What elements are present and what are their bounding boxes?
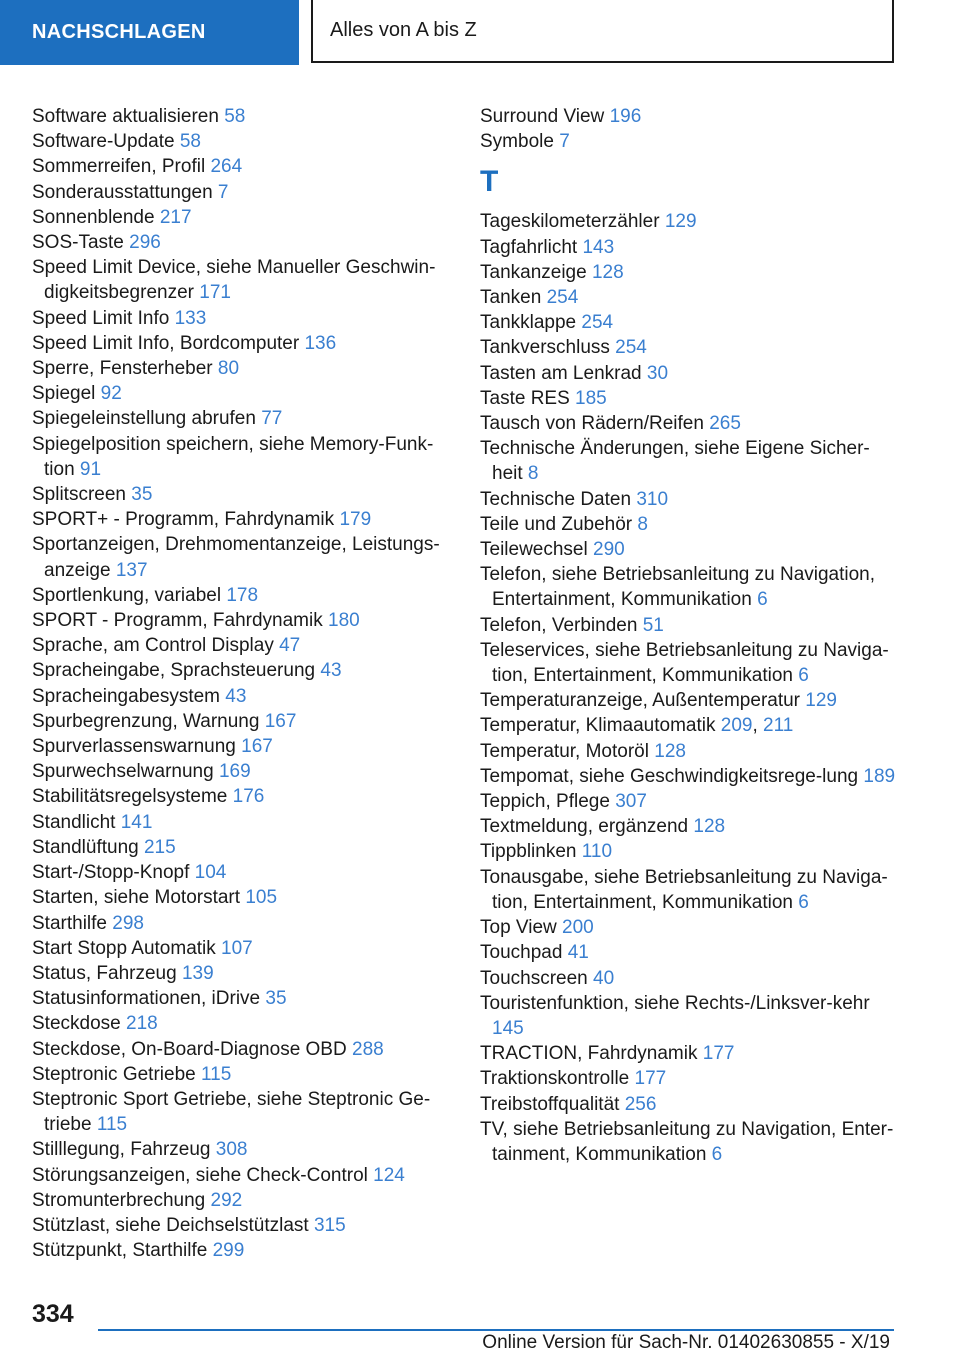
index-term: Textmeldung, ergänzend [480,816,689,838]
page-link[interactable]: 110 [581,841,613,863]
index-term: Temperaturanzeige, Außentemperatur [480,690,801,712]
page-link[interactable]: 7 [217,181,229,203]
index-entry [480,789,900,814]
page-link[interactable]: 35 [131,484,153,506]
page-link[interactable]: 124 [373,1164,405,1186]
index-term: SPORT - Programm, Fahrdynamik [32,610,323,632]
page-link[interactable]: 6 [711,1143,723,1165]
index-entry [32,784,452,809]
page-link[interactable]: 217 [159,206,192,228]
index-entry [480,386,900,411]
index-entry [32,658,452,683]
index-entry [32,180,452,205]
index-term: Tausch von Rädern/Reifen [480,413,704,435]
index-term: Spurbegrenzung, Warnung [32,710,260,732]
page-link[interactable]: 58 [224,106,246,127]
index-entry [32,532,452,582]
index-column-left [32,104,452,1263]
page-link[interactable]: 256 [624,1093,657,1115]
index-term: Technische Änderungen, siehe Eigene Sicher‐heit [480,438,870,485]
index-term: Steckdose [32,1013,121,1035]
index-term: Sonderausstattungen [32,181,213,203]
index-entry [32,759,452,784]
index-term: SOS-Taste [32,232,124,254]
page-link[interactable]: 171 [199,282,231,304]
page-link[interactable]: 137 [115,559,148,581]
index-term: Sportlenkung, variabel [32,584,222,606]
page-number: 334 [32,1300,74,1328]
index-term: Sonnenblende [32,206,155,228]
index-entry [480,209,900,234]
index-term: Start-/Stopp-Knopf [32,862,190,884]
page-link[interactable]: 180 [328,610,360,632]
page-link[interactable]: 107 [221,937,253,959]
page-link[interactable]: 129 [664,211,697,233]
index-entry [480,260,900,285]
index-entry [32,986,452,1011]
page-link[interactable]: 43 [225,685,247,707]
page-link[interactable]: 310 [636,488,669,510]
page-link[interactable]: 128 [654,740,686,762]
index-entry [480,688,900,713]
index-term: Tankanzeige [480,261,587,283]
index-term: Top View [480,917,557,939]
index-term: Tankverschluss [480,337,610,359]
page-link[interactable]: 105 [245,887,278,909]
index-entry [480,310,900,335]
page-link[interactable]: 136 [304,332,337,354]
page-link[interactable]: 133 [174,307,207,329]
index-term: Steptronic Getriebe [32,1063,196,1085]
index-entry [32,734,452,759]
index-entry [480,814,900,839]
index-term: Starthilfe [32,912,107,934]
page-link[interactable]: 211 [763,715,794,737]
index-entry [32,885,452,910]
index-entry [32,1037,452,1062]
page-link[interactable]: 196 [609,106,642,127]
page-link[interactable]: 43 [320,660,342,682]
page-link[interactable]: 41 [567,942,589,964]
page-link[interactable]: 80 [217,358,240,380]
index-term: Taste RES [480,387,570,409]
index-term: Tippblinken [480,841,577,863]
index-entry [32,936,452,961]
page-link[interactable]: 298 [112,912,144,934]
index-term: Temperatur, Klimaautomatik [480,715,716,737]
index-term: Temperatur, Motoröl [480,740,649,762]
index-entry [480,335,900,360]
index-entry [480,104,900,129]
index-entry [32,230,452,255]
index-term: Software-Update [32,131,175,153]
index-entry [32,129,452,154]
index-term: Sperre, Fensterheber [32,358,213,380]
index-entry [32,961,452,986]
index-entry [480,1066,900,1091]
index-term: Spurwechselwarnung [32,761,214,783]
index-term: Sportanzeigen, Drehmomentanzeige, Leistungs‐anzeige [32,534,440,581]
index-term: Teilewechsel [480,539,588,561]
index-term: Stützpunkt, Starthilfe [32,1240,208,1262]
index-term: Spiegel [32,383,96,405]
index-term: Telefon, siehe Betriebsanleitung zu Navigation, Entertainment, Kommunikation [480,564,876,611]
index-term: Tasten am Lenkrad [480,362,642,384]
page-link[interactable]: 254 [546,287,579,309]
index-term: Speed Limit Info [32,307,170,329]
index-entry [32,911,452,936]
index-term: Speed Limit Info, Bordcomputer [32,332,300,354]
index-entry [32,1188,452,1213]
page-link[interactable]: 128 [693,816,726,838]
index-entry [480,764,900,789]
page-link[interactable]: 178 [226,584,259,606]
page-link[interactable]: 51 [642,614,664,636]
page-link[interactable]: 254 [581,312,614,334]
index-entry [32,810,452,835]
page-link[interactable]: 177 [702,1043,735,1065]
index-term: Steckdose, On-Board-Diagnose OBD [32,1038,347,1060]
index-entry [32,306,452,331]
index-term: Spracheingabe, Sprachsteuerung [32,660,316,682]
index-entry [32,482,452,507]
index-term: TV, siehe Betriebsanleitung zu Navigation, Enter‐tainment, Kommunikation [480,1118,894,1165]
index-entry [480,966,900,991]
index-term: Teppich, Pflege [480,791,610,813]
page-link[interactable]: 30 [646,362,669,384]
index-entry [480,915,900,940]
page-link[interactable]: 254 [615,337,647,359]
page-link[interactable]: 77 [261,408,283,430]
page-link[interactable]: 218 [126,1013,158,1035]
index-term: Stromunterbrechung [32,1189,206,1211]
index-entry [32,684,452,709]
index-term: Tagfahrlicht [480,236,578,258]
index-term: Status, Fahrzeug [32,962,177,984]
page-link[interactable]: 115 [200,1063,232,1085]
page-link[interactable]: 6 [798,665,809,687]
index-term: Traktionskontrolle [480,1068,630,1090]
index-term: Spurverlassenswarnung [32,736,236,758]
letter-heading: T [480,165,499,199]
index-entry [32,406,452,431]
index-entry [32,104,452,129]
index-entry [32,356,452,381]
index-term: Symbole [480,131,554,153]
index-entry [480,1117,900,1167]
page-link[interactable]: 141 [120,811,153,833]
index-entry [32,633,452,658]
index-entry [32,583,452,608]
page-link[interactable]: 8 [527,463,539,485]
page-link[interactable]: 200 [562,917,594,939]
index-entry [32,255,452,305]
index-term: Steptronic Sport Getriebe, siehe Steptronic Ge‐triebe [32,1088,431,1136]
page-link[interactable]: 58 [179,131,201,153]
section-tab [0,0,299,65]
page-link[interactable]: 7 [559,131,570,153]
index-entry [32,608,452,633]
index-entry [480,638,900,688]
footer-divider [98,1329,894,1331]
index-entry [480,235,900,260]
index-entry [32,507,452,532]
page-link[interactable]: 177 [634,1068,667,1090]
page-link[interactable]: 264 [210,156,243,178]
index-term: Störungsanzeigen, siehe Check-Control [32,1164,368,1186]
index-entry [480,1041,900,1066]
index-term: Sprache, am Control Display [32,635,274,657]
page-link[interactable]: 296 [129,232,161,254]
chapter-title: Alles von A bis Z [330,19,477,41]
index-entry [32,1011,452,1036]
index-term: Stützlast, siehe Deichselstützlast [32,1214,309,1236]
page-link[interactable]: 299 [212,1240,245,1262]
index-entry [480,411,900,436]
index-entry [32,381,452,406]
page-link[interactable]: 167 [264,710,297,732]
page-link[interactable]: 91 [79,458,102,480]
index-entry [32,1238,452,1263]
index-term: Touchpad [480,942,563,964]
index-entry [480,1092,900,1117]
index-entry [32,1163,452,1188]
page-link[interactable]: 92 [100,383,122,405]
page-link[interactable]: 139 [181,962,214,984]
index-entry [480,512,900,537]
footer-version: Online Version für Sach-Nr. 01402630855 - X/19 [482,1332,890,1353]
index-entry [32,205,452,230]
index-entry [480,436,900,486]
index-entry [32,835,452,860]
page-link[interactable]: 292 [210,1189,243,1211]
index-entry [32,1213,452,1238]
index-term: Spiegelposition speichern, siehe Memory-Funk‐tion [32,433,434,480]
chapter-tab [311,0,894,63]
page-link[interactable]: 47 [279,635,301,657]
index-term: Splitscreen [32,484,126,506]
index-term: Touchscreen [480,967,588,989]
index-term: Teile und Zubehör [480,513,633,535]
index-entry [32,331,452,356]
index-entry [32,709,452,734]
page-link[interactable]: 115 [96,1114,128,1136]
page-link[interactable]: 6 [798,891,809,913]
index-entry [480,129,900,154]
page-link[interactable]: 308 [215,1139,248,1161]
index-term: TRACTION, Fahrdynamik [480,1043,698,1065]
page-link[interactable]: 6 [757,589,768,611]
index-entry [32,860,452,885]
index-term: Tonausgabe, siehe Betriebsanleitung zu Naviga‐tion, Entertainment, Kommunikation [480,866,888,913]
index-term: Spracheingabesystem [32,685,220,707]
index-term: Standlicht [32,811,116,833]
index-entry [480,537,900,562]
page-link[interactable]: 128 [591,261,624,283]
index-entry [480,487,900,512]
page-link[interactable]: 315 [313,1214,346,1236]
index-entry [480,739,900,764]
index-entry [480,940,900,965]
index-term: Start Stopp Automatik [32,937,216,959]
index-entry [480,865,900,915]
index-entry [32,1137,452,1162]
index-entry [480,361,900,386]
index-entry [32,432,452,482]
index-term: Tanken [480,287,542,309]
index-term: SPORT+ - Programm, Fahrdynamik [32,509,335,531]
page-link[interactable]: 189 [863,765,896,787]
index-term: Tageskilometerzähler [480,211,660,233]
index-term: Statusinformationen, iDrive [32,988,261,1010]
index-entry: Temperatur, Klimaautomatik 209, 211 [480,715,794,737]
page-link[interactable]: 265 [709,413,741,435]
page-link[interactable]: 129 [805,690,837,712]
page-link[interactable]: 35 [265,988,287,1010]
index-term: Software aktualisieren [32,106,219,127]
page-link[interactable]: 176 [232,786,265,808]
index-term: Treibstoffqualität [480,1093,620,1115]
index-entry [32,1087,452,1137]
index-term: Stilllegung, Fahrzeug [32,1139,211,1161]
page-link[interactable]: 169 [218,761,251,783]
page-link[interactable]: 8 [637,513,648,535]
index-term: Speed Limit Device, siehe Manueller Geschwin‐digkeitsbegrenzer [32,257,436,304]
index-term: Stabilitätsregelsysteme [32,786,228,808]
page-link[interactable]: 179 [339,509,372,531]
index-entry [480,991,900,1041]
page-link[interactable]: 209 [720,715,753,737]
index-term: Technische Daten [480,488,632,510]
page-link[interactable]: 104 [194,862,227,884]
index-term: Telefon, Verbinden [480,614,638,636]
index-entry [480,613,900,638]
section-title: NACHSCHLAGEN [32,21,206,43]
page-link[interactable]: 290 [593,539,625,561]
index-column-right [480,104,900,1167]
page-link[interactable]: 167 [241,736,273,758]
page-link[interactable]: 40 [593,967,615,989]
index-entry [480,839,900,864]
index-term: Tempomat, siehe Geschwindigkeitsrege‐lung [480,765,859,787]
index-term: Touristenfunktion, siehe Rechts-/Linksver‐kehr [480,992,870,1014]
page-link[interactable]: 288 [352,1038,384,1060]
index-term: Sommerreifen, Profil [32,156,206,178]
index-entry [480,562,900,612]
index-term: Spiegeleinstellung abrufen [32,408,256,430]
index-term: Surround View [480,106,605,127]
index-term: Starten, siehe Motorstart [32,887,241,909]
page-link[interactable]: 143 [582,236,615,258]
page-link[interactable]: 145 [492,1017,524,1039]
page-link[interactable]: 185 [575,387,607,409]
index-entry [480,285,900,310]
page-link[interactable]: 215 [143,836,176,858]
index-term: Standlüftung [32,836,139,858]
page-link[interactable]: 307 [615,791,647,813]
index-term: Tankklappe [480,312,577,334]
index-entry [32,154,452,179]
index-term: Teleservices, siehe Betriebsanleitung zu Naviga‐tion, Entertainment, Kommunikation [480,639,889,687]
index-entry [32,1062,452,1087]
